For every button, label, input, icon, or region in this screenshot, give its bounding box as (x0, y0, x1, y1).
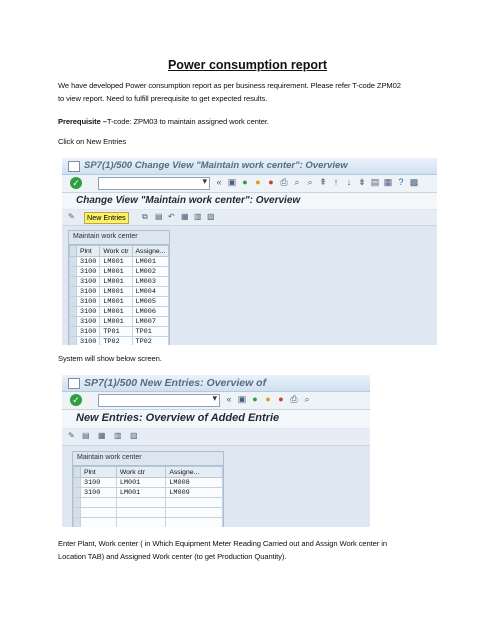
back-double-icon[interactable]: « (216, 177, 222, 187)
empty-cell[interactable] (116, 508, 165, 518)
empty-cell[interactable] (81, 498, 117, 508)
row-selector[interactable] (70, 307, 77, 317)
intro-paragraph (58, 80, 448, 105)
final-line-2: Location TAB) and Assigned Work center (to get Production Quantity). (58, 551, 287, 561)
row-selector[interactable] (74, 498, 81, 508)
row-selector[interactable] (70, 337, 77, 346)
intro-line-1: We have developed Power consumption report as per business requirement. Please refer T-code ZPM02 (58, 81, 401, 90)
prev-page-icon[interactable]: ↑ (333, 177, 339, 187)
select-all-icon[interactable]: ▦ (181, 212, 189, 221)
column-header-assigned[interactable]: Assigne... (132, 246, 169, 257)
column-header-assigned[interactable]: Assigne... (166, 467, 223, 478)
plant-cell[interactable]: 3100 (77, 317, 100, 327)
plant-cell[interactable]: 3100 (77, 267, 100, 277)
work-center-cell[interactable]: LM001 (116, 488, 165, 498)
empty-cell[interactable] (81, 518, 117, 528)
window-title: SP7(1)/500 New Entries: Overview of (84, 377, 267, 389)
check-icon[interactable]: ✓ (70, 394, 82, 406)
assigned-cell[interactable]: TP01 (132, 327, 169, 337)
row-selector[interactable] (70, 317, 77, 327)
row-selector[interactable] (74, 478, 81, 488)
standard-toolbar (62, 392, 370, 410)
plant-cell[interactable]: 3100 (77, 337, 100, 346)
empty-row[interactable] (74, 508, 223, 518)
empty-cell[interactable] (116, 498, 165, 508)
table-row[interactable] (74, 478, 223, 488)
screen-header-title: New Entries: Overview of Added Entrie (76, 412, 280, 424)
next-page-icon[interactable]: ↓ (346, 177, 352, 187)
table-row[interactable] (70, 277, 169, 287)
last-page-icon[interactable]: ⇟ (358, 177, 366, 187)
command-field[interactable] (98, 177, 210, 190)
window-titlebar (62, 158, 437, 175)
exit-icon[interactable]: ● (255, 177, 261, 187)
table-row[interactable] (70, 297, 169, 307)
work-center-cell[interactable]: TP01 (100, 327, 132, 337)
table-header-row (70, 246, 169, 257)
copy-icon[interactable]: ⧉ (142, 212, 148, 221)
column-header-plant[interactable]: Plnt (77, 246, 100, 257)
select-all-cell[interactable] (70, 246, 77, 257)
empty-cell[interactable] (116, 518, 165, 528)
empty-cell[interactable] (166, 498, 223, 508)
work-center-cell[interactable]: LM001 (100, 307, 132, 317)
intro-line-2: to view report. Need to fulfill prerequisite to get expected results. (58, 93, 268, 103)
window-titlebar (62, 375, 370, 392)
save-icon[interactable]: ▣ (237, 394, 247, 404)
find-next-icon[interactable]: ⌕ (307, 177, 313, 187)
help-icon[interactable]: ? (398, 177, 404, 187)
work-center-cell[interactable]: LM001 (100, 287, 132, 297)
empty-cell[interactable] (166, 508, 223, 518)
work-center-grid (68, 230, 170, 345)
assigned-cell[interactable]: LM002 (132, 267, 169, 277)
assigned-cell[interactable]: LM005 (132, 297, 169, 307)
deselect-icon[interactable]: ▧ (207, 212, 215, 221)
empty-row[interactable] (74, 498, 223, 508)
assigned-cell[interactable]: TP02 (132, 337, 169, 346)
prerequisite-text: T-code: ZPM03 to maintain assigned work center. (106, 117, 269, 126)
table-row[interactable] (70, 267, 169, 277)
work-center-table (73, 466, 223, 527)
standard-toolbar (62, 175, 437, 193)
prerequisite-label: Prerequisite – (58, 117, 107, 126)
undo-icon[interactable]: ↶ (168, 212, 175, 221)
work-center-cell[interactable]: LM001 (100, 267, 132, 277)
select-block-icon[interactable]: ▥ (114, 431, 122, 440)
prerequisite-line (58, 116, 448, 129)
delete-icon[interactable]: ▤ (82, 431, 90, 440)
work-center-cell[interactable]: TP02 (100, 337, 132, 346)
table-row[interactable] (70, 317, 169, 327)
back-double-icon[interactable]: « (226, 394, 232, 404)
work-center-cell[interactable]: LM001 (100, 317, 132, 327)
grid-title: Maintain work center (69, 231, 169, 245)
plant-cell[interactable]: 3100 (77, 327, 100, 337)
screen-header (62, 410, 370, 428)
toolbar-icons (224, 394, 312, 405)
deselect-icon[interactable]: ▧ (130, 431, 138, 440)
command-field[interactable] (98, 394, 220, 407)
plant-cell[interactable]: 3100 (81, 488, 117, 498)
table-row[interactable] (70, 337, 169, 346)
assigned-cell[interactable]: LM006 (132, 307, 169, 317)
save-icon[interactable]: ▣ (227, 177, 237, 187)
empty-row[interactable] (74, 518, 223, 528)
row-selector[interactable] (70, 287, 77, 297)
select-block-icon[interactable]: ▥ (194, 212, 202, 221)
first-page-icon[interactable]: ⇞ (319, 177, 327, 187)
row-selector[interactable] (70, 327, 77, 337)
row-selector[interactable] (70, 297, 77, 307)
display-change-icon[interactable]: ✎ (68, 212, 75, 221)
plant-cell[interactable]: 3100 (77, 287, 100, 297)
work-center-cell[interactable]: LM001 (100, 297, 132, 307)
new-session-icon[interactable]: ▤ (370, 177, 380, 187)
sap-screen-new-entries (62, 375, 370, 527)
row-selector[interactable] (74, 488, 81, 498)
back-icon[interactable]: ● (242, 177, 248, 187)
plant-cell[interactable]: 3100 (81, 478, 117, 488)
table-row[interactable] (70, 287, 169, 297)
screen-header-title: Change View "Maintain work center": Overview (76, 195, 301, 206)
system-show-text: System will show below screen. (58, 354, 162, 363)
screen-header (62, 193, 437, 209)
row-selector[interactable] (74, 508, 81, 518)
exit-icon[interactable]: ● (265, 394, 271, 404)
delete-icon[interactable]: ▤ (155, 212, 163, 221)
empty-cell[interactable] (81, 508, 117, 518)
plant-cell[interactable]: 3100 (77, 307, 100, 317)
final-instruction (58, 538, 448, 563)
row-selector[interactable] (70, 267, 77, 277)
cancel-icon[interactable]: ● (278, 394, 284, 404)
work-center-table (69, 245, 169, 345)
application-toolbar (62, 429, 370, 446)
shortcut-icon[interactable]: ▦ (383, 177, 393, 187)
check-icon[interactable]: ✓ (70, 177, 82, 189)
column-header-work-center[interactable]: Work ctr (116, 467, 165, 478)
work-center-cell[interactable]: LM001 (100, 277, 132, 287)
table-row[interactable] (74, 488, 223, 498)
select-all-cell[interactable] (74, 467, 81, 478)
plant-cell[interactable]: 3100 (77, 277, 100, 287)
window-icon (68, 378, 80, 389)
table-row[interactable] (70, 257, 169, 267)
find-icon[interactable]: ⌕ (304, 394, 310, 404)
assigned-cell[interactable]: LM007 (132, 317, 169, 327)
assigned-cell[interactable]: LM003 (132, 277, 169, 287)
back-icon[interactable]: ● (252, 394, 258, 404)
table-row[interactable] (70, 327, 169, 337)
work-center-cell[interactable]: LM001 (100, 257, 132, 267)
display-change-icon[interactable]: ✎ (68, 431, 75, 440)
assigned-cell[interactable]: LM001 (132, 257, 169, 267)
row-selector[interactable] (74, 518, 81, 528)
select-all-icon[interactable]: ▦ (98, 431, 106, 440)
table-row[interactable] (70, 307, 169, 317)
grid-title: Maintain work center (73, 452, 223, 466)
work-center-cell[interactable]: LM001 (116, 478, 165, 488)
assigned-cell[interactable]: LM004 (132, 287, 169, 297)
find-icon[interactable]: ⌕ (294, 177, 300, 187)
document-title: Power consumption report (167, 58, 328, 72)
table-header-row (74, 467, 223, 478)
work-center-grid (72, 451, 224, 527)
toolbar-icons (214, 177, 419, 188)
assigned-cell[interactable]: LM008 (166, 478, 223, 488)
layout-icon[interactable]: ▩ (409, 177, 419, 187)
window-icon (68, 161, 80, 172)
application-toolbar (62, 210, 437, 226)
new-entries-button[interactable]: New Entries (84, 212, 129, 224)
cancel-icon[interactable]: ● (268, 177, 274, 187)
print-icon[interactable]: ⎙ (280, 177, 288, 187)
plant-cell[interactable]: 3100 (77, 257, 100, 267)
sap-screen-change-view (62, 158, 437, 345)
window-title: SP7(1)/500 Change View "Maintain work center": Overview (84, 160, 348, 171)
final-line-1: Enter Plant, Work center ( in Which Equipment Meter Reading Carried out and Assign Work center in (58, 539, 387, 548)
empty-cell[interactable] (166, 518, 223, 528)
row-selector[interactable] (70, 257, 77, 267)
row-selector[interactable] (70, 277, 77, 287)
column-header-plant[interactable]: Plnt (81, 467, 117, 478)
column-header-work-center[interactable]: Work ctr (100, 246, 132, 257)
assigned-cell[interactable]: LM009 (166, 488, 223, 498)
plant-cell[interactable]: 3100 (77, 297, 100, 307)
click-new-entries-text: Click on New Entries (58, 137, 127, 146)
print-icon[interactable]: ⎙ (290, 394, 298, 404)
